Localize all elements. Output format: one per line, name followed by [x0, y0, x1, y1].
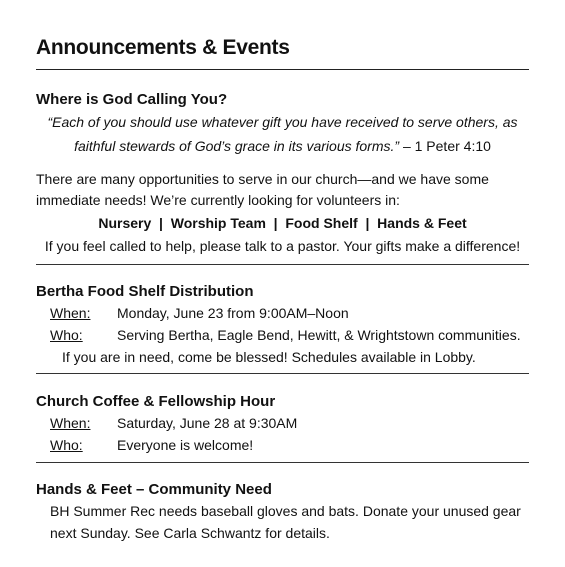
when-label: When: — [50, 305, 91, 321]
hands-feet-section — [36, 480, 529, 544]
title-divider — [36, 69, 529, 70]
coffee-heading: Church Coffee & Fellowship Hour — [36, 393, 276, 410]
quote-reference: – 1 Peter 4:10 — [399, 138, 491, 154]
divider-3 — [36, 462, 529, 463]
quote-line-2 — [36, 134, 529, 158]
who-value: Serving Bertha, Eagle Bend, Hewitt, & Wrightstown communities. — [117, 327, 521, 343]
coffee-when-row — [36, 412, 529, 434]
quote-line-2-text: faithful stewards of God’s grace in its various forms.” — [74, 138, 400, 154]
food-shelf-heading: Bertha Food Shelf Distribution — [36, 283, 254, 300]
calling-closing: If you feel called to help, please talk to a pastor. Your gifts make a difference! — [44, 238, 521, 254]
food-shelf-note: If you are in need, come be blessed! Schedules available in Lobby. — [62, 349, 476, 365]
page-title: Announcements & Events — [36, 36, 290, 59]
calling-body-line-1: There are many opportunities to serve in our church—and we have some — [36, 171, 489, 187]
calling-section — [36, 90, 529, 256]
food-shelf-when-row — [36, 302, 529, 324]
coffee-section — [36, 392, 529, 456]
when-label: When: — [50, 415, 91, 431]
divider-1 — [36, 264, 529, 265]
scripture-quote — [36, 110, 529, 158]
calling-body-line-2: immediate needs! We’re currently looking for volunteers in: — [36, 192, 400, 208]
coffee-who-row — [36, 434, 529, 456]
volunteer-areas: Nursery | Worship Team | Food Shelf | Hands & Feet — [98, 215, 467, 231]
hands-feet-body-line-1: BH Summer Rec needs baseball gloves and bats. Donate your unused gear — [50, 503, 521, 519]
divider-2 — [36, 373, 529, 374]
who-label: Who: — [50, 437, 83, 453]
calling-heading: Where is God Calling You? — [36, 91, 228, 108]
when-value: Monday, June 23 from 9:00AM–Noon — [117, 305, 349, 321]
who-value: Everyone is welcome! — [117, 437, 254, 453]
hands-feet-body-line-2: next Sunday. See Carla Schwantz for details. — [50, 525, 330, 541]
hands-feet-heading: Hands & Feet – Community Need — [36, 481, 272, 498]
quote-line-1: “Each of you should use whatever gift you have received to serve others, as — [47, 114, 518, 130]
food-shelf-who-row — [36, 324, 529, 346]
when-value: Saturday, June 28 at 9:30AM — [117, 415, 298, 431]
who-label: Who: — [50, 327, 83, 343]
calling-body — [36, 169, 529, 256]
food-shelf-section — [36, 282, 529, 368]
